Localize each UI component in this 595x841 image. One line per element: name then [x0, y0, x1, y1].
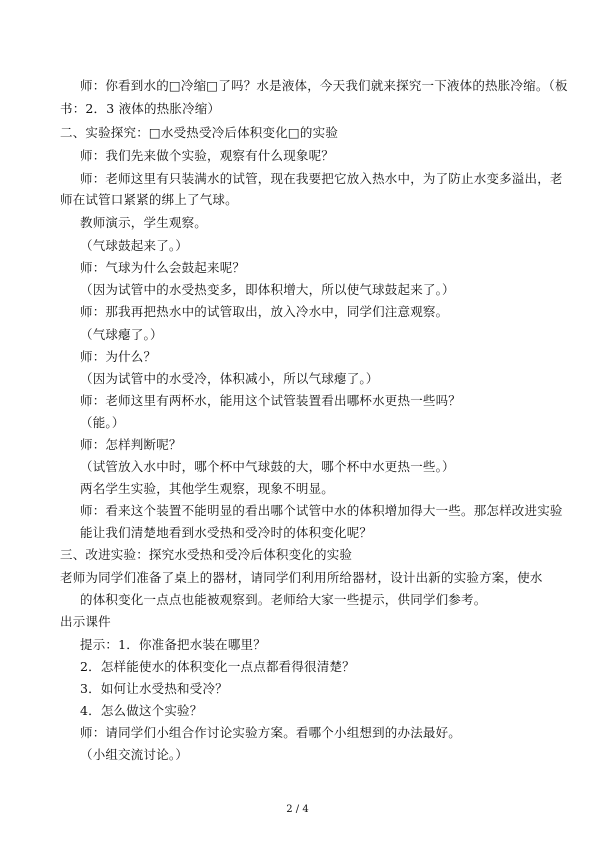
text-line: 两名学生实验，其他学生观察，现象不明显。	[80, 481, 335, 496]
text-line: 师在试管口紧紧的绑上了气球。	[60, 192, 238, 207]
section-heading: 二、实验探究：□水受热受冷后体积变化□的实验	[60, 125, 339, 140]
text-line: 师：气球为什么会鼓起来呢？	[80, 260, 246, 275]
text-line: （试管放入水中时，哪个杯中气球鼓的大，哪个杯中水更热一些。）	[80, 459, 455, 474]
text-line: （因为试管中的水受冷，体积减小，所以气球瘪了。）	[80, 371, 379, 386]
text-line: 的体积变化一点点也能被观察到。老师给大家一些提示，供同学们参考。	[80, 592, 487, 607]
text-line: 4．怎么做这个实验？	[80, 703, 203, 718]
text-line: 师：为什么？	[80, 349, 157, 364]
text-line: 师：看来这个装置不能明显的看出哪个试管中水的体积增加得大一些。那怎样改进实验	[80, 503, 563, 518]
text-line: （小组交流讨论。）	[80, 747, 189, 762]
text-line: 师：你看到水的□冷缩□了吗？水是液体，今天我们就来探究一下液体的热胀冷缩。（板	[80, 78, 568, 93]
text-line: （气球鼓起来了。）	[80, 238, 189, 253]
text-line: （能。）	[80, 415, 125, 430]
text-line: （气球瘪了。）	[80, 327, 163, 342]
text-line: 2．怎样能使水的体积变化一点点都看得很清楚？	[80, 659, 355, 674]
text-line: 师：我们先来做个实验，观察有什么现象呢？	[80, 148, 335, 163]
text-line: 书：2．3 液体的热胀冷缩）	[60, 101, 221, 116]
text-line: 提示：1．你准备把水装在哪里？	[80, 637, 266, 652]
section-heading: 三、改进实验：探究水受热和受冷后体积变化的实验	[60, 547, 353, 562]
text-line: （因为试管中的水受热变多，即体积增大，所以使气球鼓起来了。）	[80, 282, 455, 297]
text-line: 老师为同学们准备了桌上的器材，请同学们利用所给器材，设计出新的实验方案，使水	[60, 570, 543, 585]
page-number: 2 / 4	[286, 804, 309, 815]
text-line: 3．如何让水受热和受冷？	[80, 681, 228, 696]
text-line: 师：请同学们小组合作讨论实验方案。看哪个小组想到的办法最好。	[80, 725, 462, 740]
text-line: 师：那我再把热水中的试管取出，放入冷水中，同学们注意观察。	[80, 304, 449, 319]
text-line: 师：老师这里有两杯水，能用这个试管装置看出哪杯水更热一些吗？	[80, 393, 462, 408]
text-line: 出示课件	[60, 614, 111, 629]
text-line: 能让我们清楚地看到水受热和受冷时的体积变化呢？	[80, 525, 373, 540]
text-line: 师：怎样判断呢？	[80, 437, 182, 452]
text-line: 师：老师这里有只装满水的试管，现在我要把它放入热水中，为了防止水变多溢出，老	[80, 171, 563, 186]
text-line: 教师演示，学生观察。	[80, 215, 208, 230]
